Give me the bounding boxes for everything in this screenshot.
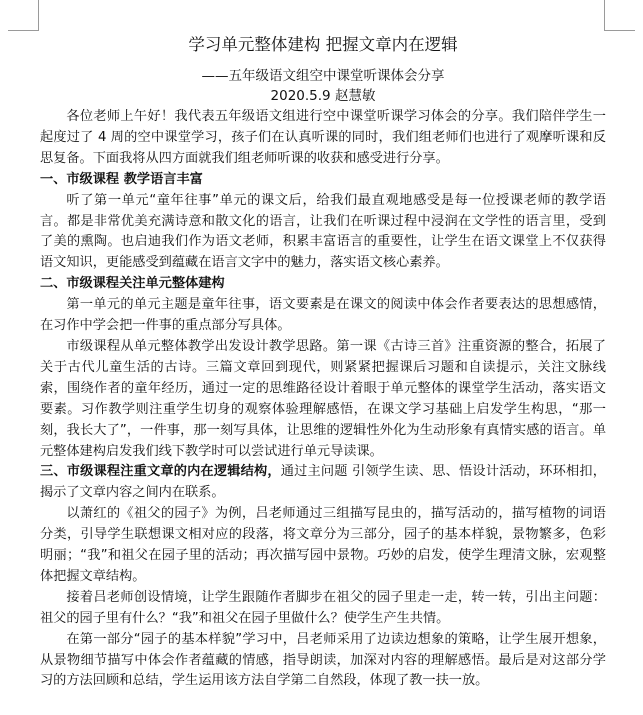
section-3-heading-line: [40, 462, 606, 504]
section-3-paragraph-1: 以萧红的《祖父的园子》为例，吕老师通过三组描写昆虫的，描写活动的，描写植物的词语分类，引导学生联想课文相对应的段落，将文章分为三部分，园子的基本样貌，景物繁多，色彩明丽；“我”和祖父在园子里的活动；再次描写园中景物。巧妙的启发，使学生理清文脉，宏观整体把握文章结构。: [40, 506, 606, 584]
section-2-paragraph-1: 第一单元的单元主题是童年往事，语文要素是在课文的阅读中体会作者要表达的思想感情，在习作中学会把一件事的重点部分写具体。: [40, 297, 606, 334]
document-subtitle: ——五年级语文组空中课堂听课体会分享: [201, 68, 445, 84]
intro-paragraph: 各位老师上午好！我代表五年级语文组进行空中课堂听课学习体会的分享。我们陪伴学生一起度过了 4 周的空中课堂学习，孩子们在认真听课的同时，我们组老师们也进行了观摩听课和反思复备。下面我将从四方面就我们组老师听课的收获和感受进行分享。: [40, 109, 606, 166]
date-author-line: 2020.5.9 赵慧敏: [270, 88, 376, 104]
crop-mark-top-left-v: [38, 0, 39, 30]
section-3-paragraph-2: 接着吕老师创设情境，让学生跟随作者脚步在祖父的园子里走一走，转一转，引出主问题：祖父的园子里有什么？“我”和祖父在园子里做什么？使学生产生共情。: [40, 589, 606, 626]
crop-mark-top-right-h: [604, 30, 635, 31]
section-1-paragraph-1: 听了第一单元“童年往事”单元的课文后，给我们最直观地感受是每一位授课老师的教学语言。都是非常优美充满诗意和散文化的语言，让我们在听课过程中浸润在文学性的语言里，受到了美的熏陶。也启迪我们作为语文老师，积累丰富语言的重要性，让学生在语文课堂上不仅获得语文知识，更能感受到蕴藏在语言文字中的魅力，落实语文核心素养。: [40, 192, 606, 271]
section-2-heading: 二、市级课程关注单元整体建构: [40, 276, 225, 292]
crop-mark-top-right-v: [604, 0, 605, 30]
document-page: [40, 34, 606, 692]
section-3-paragraph-3: 在第一部分“园子的基本样貌”学习中，吕老师采用了边读边想象的策略，让学生展开想象，从景物细节描写中体会作者蕴藏的情感，指导朗读，加深对内容的理解感悟。最后是对这部分学习的方法回顾和总结，学生运用该方法自学第二自然段，体现了教一扶一放。: [40, 631, 606, 689]
crop-mark-top-left-h: [8, 30, 39, 31]
section-3-heading: 三、市级课程注重文章的内在逻辑结构，: [40, 464, 281, 480]
section-3-heading-rest: 通过主问题 引领学生读、思、悟设计活动，环环相扣，揭示了文章内容之间内在联系。: [40, 464, 606, 501]
section-1-heading: 一、市级课程 教学语言丰富: [40, 171, 203, 187]
section-2-paragraph-2: 市级课程从单元整体教学出发设计教学思路。第一课《古诗三首》注重资源的整合，拓展了关于古代儿童生活的古诗。三篇文章回到现代，则紧紧把握课后习题和自读提示，关注文脉线索，围绕作者的童年经历，通过一定的思维路径设计着眼于单元整体的课堂学生活动，落实语文要素。习作教学则注重学生切身的观察体验理解感悟，在课文学习基础上启发学生构思，“那一刻，我长大了”，一件事，那一刻写具体，让思维的逻辑性外化为生动形象有真情实感的语言。单元整体建构启发我们线下教学时可以尝试进行单元导读课。: [40, 338, 606, 459]
document-title: 学习单元整体建构 把握文章内在逻辑: [188, 35, 458, 54]
